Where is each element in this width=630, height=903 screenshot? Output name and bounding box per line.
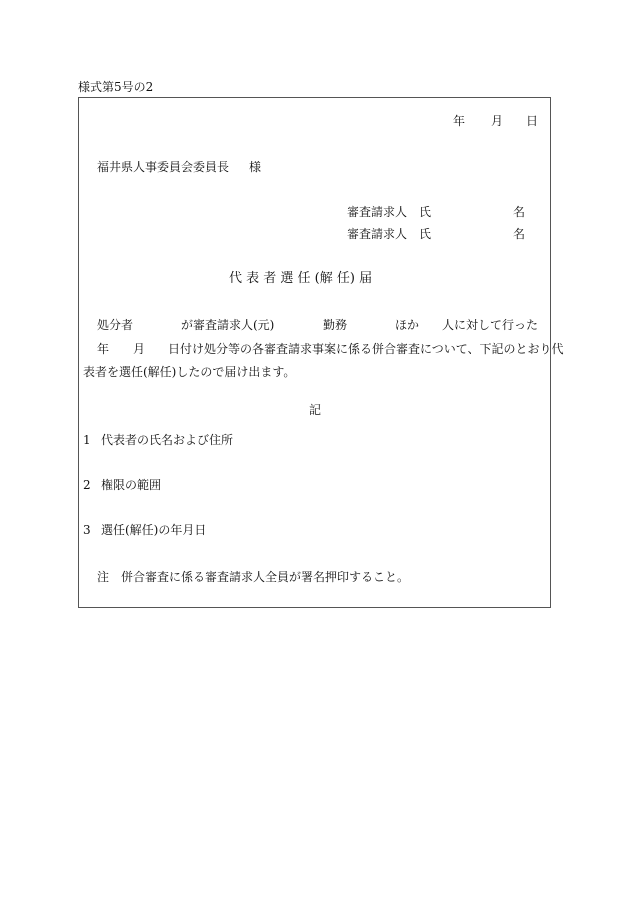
ki-heading: 記 bbox=[309, 403, 322, 417]
body-segment: が審査請求人(元) bbox=[181, 318, 275, 332]
body-segment: 日付け処分等の各審査請求事案に係る併合審査について、下記のとおり代 bbox=[168, 342, 564, 356]
body-year-label: 年 bbox=[97, 342, 110, 356]
item-number: 3 bbox=[83, 523, 91, 537]
body-segment: 人に対して行った bbox=[442, 318, 539, 332]
form-number: 様式第5号の2 bbox=[78, 80, 154, 94]
date-year-label: 年 bbox=[453, 114, 466, 128]
note-label: 注 bbox=[97, 570, 110, 584]
requester-name-prefix: 氏 bbox=[419, 205, 432, 219]
body-month-label: 月 bbox=[133, 342, 146, 356]
requester-label: 審査請求人 bbox=[347, 205, 408, 219]
addressee-name: 福井県人事委員会委員長 bbox=[97, 160, 230, 174]
requester-name-suffix: 名 bbox=[513, 205, 526, 219]
body-segment: 処分者 bbox=[97, 318, 134, 332]
item-number: 2 bbox=[83, 478, 91, 492]
item-number: 1 bbox=[83, 433, 91, 447]
requester-name-prefix: 氏 bbox=[419, 227, 432, 241]
requester-label: 審査請求人 bbox=[347, 227, 408, 241]
addressee-honorific: 様 bbox=[249, 160, 262, 174]
form-box bbox=[78, 97, 564, 608]
item-text: 選任(解任)の年月日 bbox=[101, 523, 207, 537]
body-line-3: 表者を選任(解任)したので届け出ます。 bbox=[83, 365, 296, 379]
form-title: 代 表 者 選 任 (解 任) 届 bbox=[229, 271, 373, 286]
body-segment: ほか bbox=[395, 318, 420, 332]
date-day-label: 日 bbox=[526, 114, 539, 128]
body-segment: 勤務 bbox=[323, 318, 348, 332]
date-month-label: 月 bbox=[491, 114, 504, 128]
note-text: 併合審査に係る審査請求人全員が署名押印すること。 bbox=[121, 570, 410, 584]
item-text: 代表者の氏名および住所 bbox=[101, 433, 234, 447]
requester-name-suffix: 名 bbox=[513, 227, 526, 241]
item-text: 権限の範囲 bbox=[101, 478, 162, 492]
